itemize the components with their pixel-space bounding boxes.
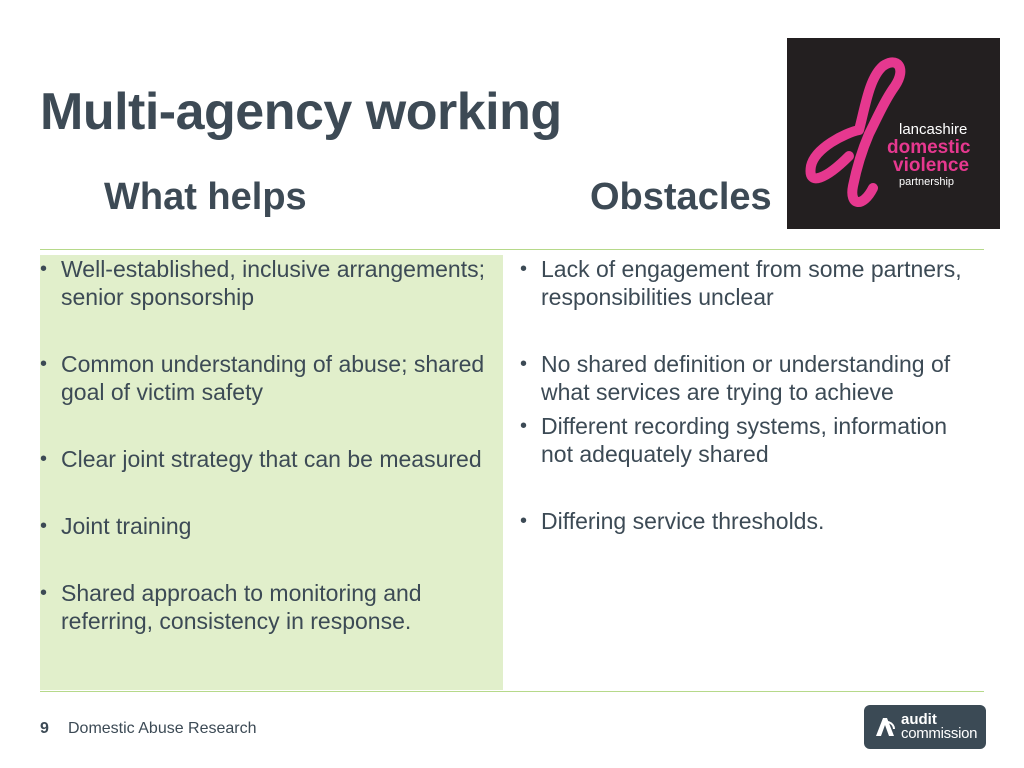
list-item: • Common understanding of abuse; shared goal of victim safety — [40, 350, 495, 406]
obstacles-list — [520, 255, 984, 535]
list-item: • Clear joint strategy that can be measured — [40, 445, 495, 473]
footer-title: Domestic Abuse Research — [68, 720, 257, 737]
list-item: • No shared definition or understanding of what services are trying to achieve — [520, 350, 984, 406]
list-item: • Lack of engagement from some partners, responsibilities unclear — [520, 255, 984, 311]
list-item: • Differing service thresholds. — [520, 507, 984, 535]
page-number: 9 — [40, 720, 49, 737]
logo-line-violence: violence — [893, 155, 970, 176]
slide-title: Multi-agency working — [40, 83, 562, 141]
table-bottom-rule — [40, 691, 984, 692]
logo-line-partnership: partnership — [899, 176, 955, 188]
list-item: • Well-established, inclusive arrangements; senior sponsorship — [40, 255, 495, 311]
list-item: • Different recording systems, information not adequately shared — [520, 412, 984, 468]
brand-word-audit: audit — [901, 711, 937, 728]
what-helps-list — [40, 255, 495, 674]
ribbon-logo-graphic — [787, 38, 1000, 229]
list-item: • Shared approach to monitoring and referring, consistency in response. — [40, 579, 495, 635]
obstacles-heading: Obstacles — [590, 176, 772, 218]
brand-word-commission: commission — [901, 725, 978, 742]
logo-line-lancashire: lancashire — [899, 121, 968, 138]
what-helps-heading: What helps — [104, 176, 307, 218]
logo-line-domestic: domestic — [887, 137, 971, 158]
ldvp-logo — [787, 38, 1000, 229]
audit-commission-mark-icon — [874, 716, 896, 738]
audit-commission-logo — [864, 705, 986, 749]
list-item: • Joint training — [40, 512, 495, 540]
table-top-rule — [40, 249, 984, 250]
